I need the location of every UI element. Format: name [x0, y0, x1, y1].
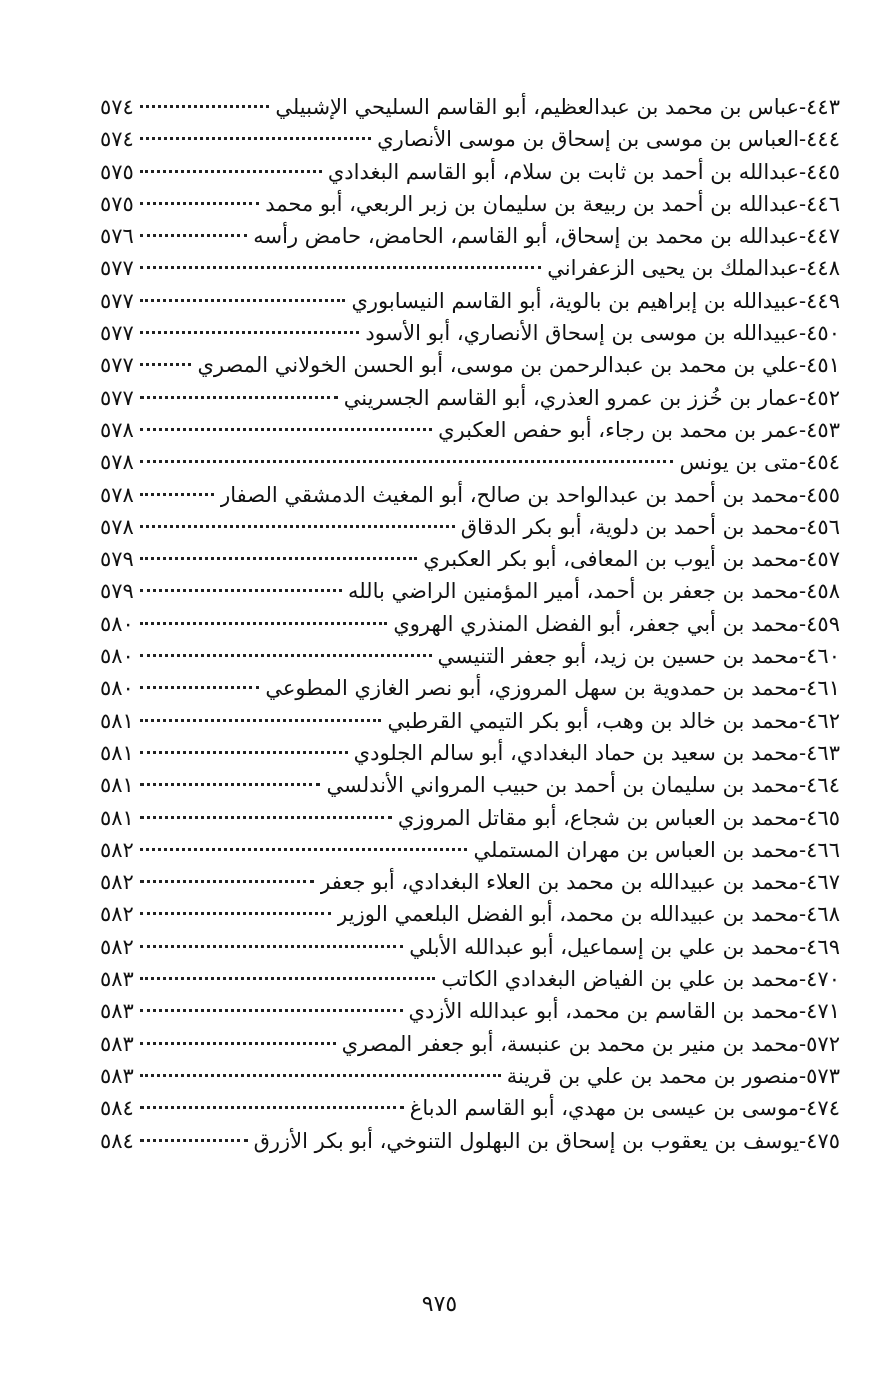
- toc-entry: [100, 317, 840, 349]
- toc-entry: [100, 91, 840, 123]
- entry-page: ٥٧٨: [100, 482, 134, 507]
- entry-title: عمار بن خُزز بن عمرو العذري، أبو القاسم الجسريني: [343, 385, 800, 410]
- entry-title: عبدالملك بن يحيى الزعفراني: [547, 256, 800, 281]
- entry-title: موسى بن عيسى بن مهدي، أبو القاسم الدباغ: [409, 1096, 800, 1121]
- entry-page: ٥٧٥: [100, 159, 134, 184]
- toc-entry: [100, 1028, 840, 1060]
- entry-page: ٥٧٩: [100, 547, 134, 572]
- entry-title: عبدالله بن محمد بن إسحاق، أبو القاسم، الحامض، حامض رأسه: [253, 224, 800, 249]
- entry-dash: -: [799, 191, 807, 216]
- toc-entry: [100, 479, 840, 511]
- entry-dash: -: [799, 934, 807, 959]
- entry-number: ٤٧٠: [806, 967, 840, 992]
- entry-page: ٥٨٢: [100, 902, 134, 927]
- entry-page: ٥٨٤: [100, 1096, 134, 1121]
- dot-leader: [140, 654, 432, 657]
- toc-entry: [100, 737, 840, 769]
- entry-number: ٤٦٩: [806, 934, 840, 959]
- entry-title: محمد بن القاسم بن محمد، أبو عبدالله الأزدي: [408, 999, 800, 1024]
- dot-leader: [140, 234, 247, 237]
- entry-title: محمد بن منير بن محمد بن عنبسة، أبو جعفر المصري: [341, 1031, 800, 1056]
- dot-leader: [140, 880, 314, 883]
- dot-leader: [140, 396, 338, 399]
- dot-leader: [140, 589, 342, 592]
- toc-entry: [100, 285, 840, 317]
- toc-entry: [100, 866, 840, 898]
- entry-number: ٥٧٣: [806, 1063, 840, 1088]
- dot-leader: [140, 1074, 501, 1077]
- toc-entry: [100, 123, 840, 155]
- entry-number: ٤٥٧: [806, 547, 840, 572]
- entry-title: محمد بن أيوب بن المعافى، أبو بكر العكبري: [423, 547, 800, 572]
- toc-entry: [100, 188, 840, 220]
- entry-dash: -: [799, 1031, 807, 1056]
- entry-title: عمر بن محمد بن رجاء، أبو حفص العكبري: [438, 417, 800, 442]
- page-number: ٩٧٥: [421, 1292, 458, 1317]
- toc-entry: [100, 156, 840, 188]
- entry-page: ٥٨١: [100, 805, 134, 830]
- entry-page: ٥٨٣: [100, 999, 134, 1024]
- dot-leader: [140, 137, 371, 140]
- entry-title: عبيدالله بن موسى بن إسحاق الأنصاري، أبو الأسود: [365, 321, 800, 346]
- entry-number: ٤٤٧: [806, 224, 840, 249]
- toc-entry: [100, 834, 840, 866]
- entry-page: ٥٧٨: [100, 514, 134, 539]
- entry-title: منصور بن محمد بن علي بن قرينة: [506, 1063, 800, 1088]
- entry-title: علي بن محمد بن عبدالرحمن بن موسى، أبو الحسن الخولاني المصري: [197, 353, 800, 378]
- dot-leader: [140, 1106, 404, 1109]
- entry-number: ٤٤٨: [806, 256, 840, 281]
- toc-entry: [100, 220, 840, 252]
- entry-page: ٥٧٤: [100, 95, 134, 119]
- dot-leader: [140, 783, 321, 786]
- entry-title: محمد بن علي بن الفياض البغدادي الكاتب: [441, 967, 800, 992]
- entry-page: ٥٧٧: [100, 321, 134, 346]
- entry-dash: -: [799, 547, 807, 572]
- dot-leader: [140, 686, 259, 689]
- toc-entry: [100, 446, 840, 478]
- entry-number: ٤٧٤: [806, 1096, 840, 1121]
- dot-leader: [140, 977, 436, 980]
- entry-page: ٥٨٠: [100, 611, 134, 636]
- toc-entry: [100, 802, 840, 834]
- entry-number: ٤٦٨: [806, 902, 840, 927]
- entry-dash: -: [799, 95, 807, 119]
- entry-number: ٤٦٦: [806, 837, 840, 862]
- entry-dash: -: [799, 450, 807, 475]
- entry-number: ٤٥٤: [806, 450, 840, 475]
- entry-page: ٥٨٢: [100, 934, 134, 959]
- entry-dash: -: [799, 1063, 807, 1088]
- entry-number: ٤٤٤: [806, 127, 840, 152]
- entry-title: محمد بن أبي جعفر، أبو الفضل المنذري الهروي: [393, 611, 800, 636]
- dot-leader: [140, 493, 214, 496]
- dot-leader: [140, 622, 388, 625]
- entry-number: ٤٧١: [806, 999, 840, 1024]
- entry-dash: -: [799, 902, 807, 927]
- entry-number: ٤٦٥: [806, 805, 840, 830]
- entry-number: ٤٧٥: [806, 1128, 840, 1153]
- toc-entry: [100, 1092, 840, 1124]
- entry-dash: -: [799, 482, 807, 507]
- entry-dash: -: [799, 353, 807, 378]
- toc-entry: [100, 1060, 840, 1092]
- entry-number: ٤٥٩: [806, 611, 840, 636]
- entry-dash: -: [799, 385, 807, 410]
- entry-page: ٥٨١: [100, 708, 134, 733]
- entry-dash: -: [799, 159, 807, 184]
- entry-page: ٥٨٤: [100, 1128, 134, 1153]
- toc-entry: [100, 575, 840, 607]
- entry-number: ٥٧٢: [806, 1031, 840, 1056]
- entry-title: محمد بن حمدوية بن سهل المروزي، أبو نصر الغازي المطوعي: [265, 676, 800, 701]
- dot-leader: [140, 1042, 336, 1045]
- toc-entry: [100, 382, 840, 414]
- entry-title: عبدالله بن أحمد بن ثابت بن سلام، أبو القاسم البغدادي: [327, 159, 800, 184]
- entry-dash: -: [799, 967, 807, 992]
- entry-page: ٥٨٢: [100, 837, 134, 862]
- entry-page: ٥٧٧: [100, 288, 134, 313]
- dot-leader: [140, 331, 360, 334]
- entry-page: ٥٨١: [100, 773, 134, 798]
- entry-dash: -: [799, 256, 807, 281]
- entry-dash: -: [799, 514, 807, 539]
- entry-dash: -: [799, 773, 807, 798]
- toc-entry: [100, 640, 840, 672]
- entry-dash: -: [799, 288, 807, 313]
- toc-entry: [100, 608, 840, 640]
- entry-number: ٤٤٦: [806, 191, 840, 216]
- toc-entry: [100, 705, 840, 737]
- entry-dash: -: [799, 1128, 807, 1153]
- entry-title: محمد بن عبيدالله بن محمد، أبو الفضل البلعمي الوزير: [337, 902, 800, 927]
- entry-number: ٤٦١: [806, 676, 840, 701]
- toc-entry: [100, 931, 840, 963]
- entry-number: ٤٦٢: [806, 708, 840, 733]
- dot-leader: [140, 816, 392, 819]
- dot-leader: [140, 1139, 248, 1142]
- entry-page: ٥٧٤: [100, 127, 134, 152]
- entry-page: ٥٨٣: [100, 1063, 134, 1088]
- entry-title: محمد بن جعفر بن أحمد، أمير المؤمنين الراضي بالله: [347, 579, 800, 604]
- entry-title: محمد بن سعيد بن حماد البغدادي، أبو سالم الجلودي: [353, 740, 800, 765]
- entry-title: محمد بن أحمد بن عبدالواحد بن صالح، أبو المغيث الدمشقي الصفار: [220, 482, 800, 507]
- entry-title: محمد بن سليمان بن أحمد بن حبيب المرواني الأندلسي: [326, 773, 800, 798]
- entry-number: ٤٥٥: [806, 482, 840, 507]
- entry-dash: -: [799, 676, 807, 701]
- entry-title: عباس بن محمد بن عبدالعظيم، أبو القاسم السليحي الإشبيلي: [275, 95, 800, 119]
- entry-number: ٤٥١: [806, 353, 840, 378]
- dot-leader: [140, 299, 346, 302]
- entry-page: ٥٧٥: [100, 191, 134, 216]
- dot-leader: [140, 945, 403, 948]
- entry-dash: -: [799, 611, 807, 636]
- toc-entry: [100, 252, 840, 284]
- entry-number: ٤٤٣: [806, 95, 840, 119]
- entry-number: ٤٥٨: [806, 579, 840, 604]
- entry-dash: -: [799, 740, 807, 765]
- dot-leader: [140, 428, 432, 431]
- toc-entry: [100, 672, 840, 704]
- entry-title: متى بن يونس: [679, 450, 800, 475]
- toc-entry: [100, 1125, 840, 1157]
- entry-title: العباس بن موسى بن إسحاق بن موسى الأنصاري: [377, 127, 800, 152]
- entry-page: ٥٨٠: [100, 644, 134, 669]
- entry-page: ٥٨٠: [100, 676, 134, 701]
- entry-title: عبدالله بن أحمد بن ربيعة بن سليمان بن زبر الربعي، أبو محمد: [265, 191, 800, 216]
- entry-dash: -: [799, 127, 807, 152]
- entry-title: محمد بن علي بن إسماعيل، أبو عبدالله الأبلي: [409, 934, 800, 959]
- entry-dash: -: [799, 805, 807, 830]
- toc-entry: [100, 414, 840, 446]
- entry-number: ٤٤٩: [806, 288, 840, 313]
- toc-entry: [100, 769, 840, 801]
- entry-number: ٤٥٢: [806, 385, 840, 410]
- entry-dash: -: [799, 1096, 807, 1121]
- dot-leader: [140, 202, 259, 205]
- entry-dash: -: [799, 321, 807, 346]
- entry-number: ٤٦٣: [806, 740, 840, 765]
- dot-leader: [140, 266, 541, 269]
- toc-entry: [100, 995, 840, 1027]
- entry-dash: -: [799, 870, 807, 895]
- dot-leader: [140, 557, 417, 560]
- entry-title: يوسف بن يعقوب بن إسحاق بن البهلول التنوخي، أبو بكر الأزرق: [253, 1128, 800, 1153]
- entry-number: ٤٤٥: [806, 159, 840, 184]
- entry-title: عبيدالله بن إبراهيم بن بالوية، أبو القاسم النيسابوري: [351, 288, 800, 313]
- toc-entry: [100, 349, 840, 381]
- dot-leader: [140, 848, 468, 851]
- dot-leader: [140, 1009, 403, 1012]
- entry-title: محمد بن العباس بن مهران المستملي: [473, 837, 800, 862]
- dot-leader: [140, 525, 455, 528]
- entry-page: ٥٧٧: [100, 256, 134, 281]
- entry-page: ٥٨٣: [100, 967, 134, 992]
- dot-leader: [140, 460, 674, 463]
- entry-number: ٤٥٠: [806, 321, 840, 346]
- toc-entry: [100, 963, 840, 995]
- toc-entry: [100, 543, 840, 575]
- toc-entry: [100, 511, 840, 543]
- entry-page: ٥٧٦: [100, 224, 134, 249]
- entry-dash: -: [799, 224, 807, 249]
- toc-list: [100, 91, 840, 1157]
- dot-leader: [140, 751, 348, 754]
- entry-page: ٥٨٢: [100, 870, 134, 895]
- entry-dash: -: [799, 708, 807, 733]
- dot-leader: [140, 912, 331, 915]
- entry-page: ٥٧٨: [100, 450, 134, 475]
- entry-page: ٥٧٧: [100, 353, 134, 378]
- entry-number: ٤٥٦: [806, 514, 840, 539]
- entry-title: محمد بن حسين بن زيد، أبو جعفر التنيسي: [437, 644, 800, 669]
- entry-page: ٥٧٨: [100, 417, 134, 442]
- entry-page: ٥٧٩: [100, 579, 134, 604]
- entry-dash: -: [799, 579, 807, 604]
- entry-page: ٥٧٧: [100, 385, 134, 410]
- dot-leader: [140, 363, 192, 366]
- entry-dash: -: [799, 644, 807, 669]
- toc-entry: [100, 898, 840, 930]
- entry-number: ٤٦٧: [806, 870, 840, 895]
- entry-title: محمد بن عبيدالله بن محمد بن العلاء البغدادي، أبو جعفر: [320, 870, 800, 895]
- entry-dash: -: [799, 417, 807, 442]
- entry-dash: -: [799, 837, 807, 862]
- entry-title: محمد بن العباس بن شجاع، أبو مقاتل المروزي: [397, 805, 800, 830]
- dot-leader: [140, 719, 382, 722]
- entry-title: محمد بن خالد بن وهب، أبو بكر التيمي القرطبي: [387, 708, 800, 733]
- entry-dash: -: [799, 999, 807, 1024]
- entry-number: ٤٥٣: [806, 417, 840, 442]
- entry-page: ٥٨١: [100, 740, 134, 765]
- entry-number: ٤٦٤: [806, 773, 840, 798]
- dot-leader: [140, 170, 322, 173]
- entry-number: ٤٦٠: [806, 644, 840, 669]
- entry-page: ٥٨٣: [100, 1031, 134, 1056]
- dot-leader: [140, 105, 269, 108]
- entry-title: محمد بن أحمد بن دلوية، أبو بكر الدقاق: [460, 514, 800, 539]
